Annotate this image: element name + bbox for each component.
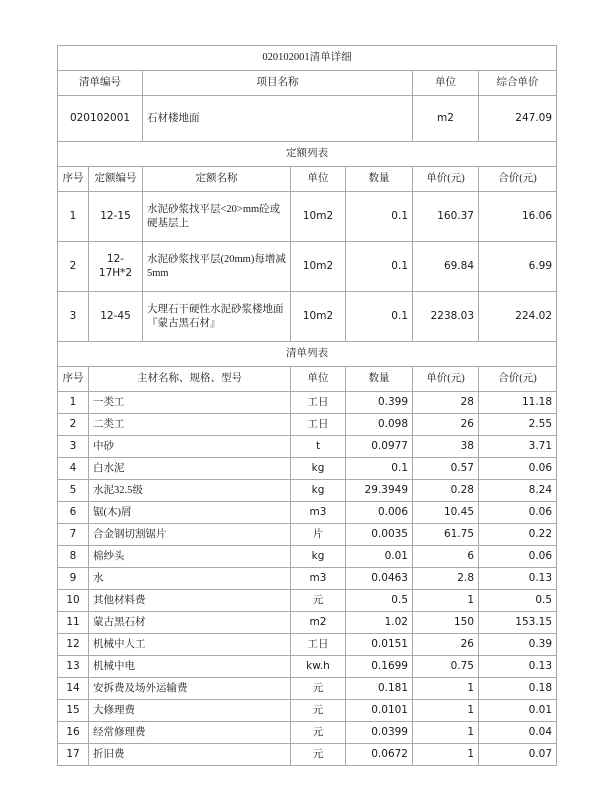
material-row — [58, 656, 557, 678]
quota-row — [58, 242, 557, 292]
material-row — [58, 744, 557, 766]
summary-price: 247.09 — [479, 96, 557, 142]
material-row — [58, 480, 557, 502]
material-qty: 0.006 — [346, 502, 413, 524]
quota-name: 大理石干硬性水泥砂浆楼地面 『蒙古黑石材』 — [143, 292, 291, 342]
quota-code: 12-45 — [89, 292, 143, 342]
quota-header-qty: 数量 — [346, 167, 413, 192]
quota-header-no: 序号 — [58, 167, 89, 192]
material-price: 1 — [413, 590, 479, 612]
document-title-row — [58, 46, 557, 71]
material-no: 9 — [58, 568, 89, 590]
material-name: 安拆费及场外运输费 — [89, 678, 291, 700]
material-row — [58, 502, 557, 524]
material-unit: kg — [291, 546, 346, 568]
material-unit: m3 — [291, 502, 346, 524]
material-total: 0.06 — [479, 458, 557, 480]
table-body — [58, 46, 557, 766]
material-qty: 0.399 — [346, 392, 413, 414]
quota-header-row — [58, 167, 557, 192]
quota-no: 2 — [58, 242, 89, 292]
quota-total: 6.99 — [479, 242, 557, 292]
material-row — [58, 678, 557, 700]
material-name: 水 — [89, 568, 291, 590]
material-qty: 0.5 — [346, 590, 413, 612]
material-unit: kg — [291, 458, 346, 480]
material-name: 经常修理费 — [89, 722, 291, 744]
quota-section-title: 定额列表 — [58, 142, 557, 167]
material-qty: 0.181 — [346, 678, 413, 700]
material-row — [58, 458, 557, 480]
material-qty: 0.0672 — [346, 744, 413, 766]
material-total: 0.06 — [479, 502, 557, 524]
material-row — [58, 392, 557, 414]
quota-code: 12-17H*2 — [89, 242, 143, 292]
material-price: 26 — [413, 634, 479, 656]
material-price: 1 — [413, 678, 479, 700]
material-qty: 0.0399 — [346, 722, 413, 744]
quota-name: 水泥砂浆找平层(20mm)每增减5mm — [143, 242, 291, 292]
material-qty: 0.0977 — [346, 436, 413, 458]
material-total: 0.13 — [479, 656, 557, 678]
material-qty: 0.01 — [346, 546, 413, 568]
material-no: 15 — [58, 700, 89, 722]
page-title: 020102001清单详细 — [58, 46, 557, 71]
material-price: 26 — [413, 414, 479, 436]
quota-header-price: 单价(元) — [413, 167, 479, 192]
material-price: 0.75 — [413, 656, 479, 678]
material-row — [58, 436, 557, 458]
material-qty: 1.02 — [346, 612, 413, 634]
material-qty: 0.1 — [346, 458, 413, 480]
quota-no: 3 — [58, 292, 89, 342]
material-unit: t — [291, 436, 346, 458]
quota-price: 160.37 — [413, 192, 479, 242]
material-price: 1 — [413, 722, 479, 744]
quota-total: 224.02 — [479, 292, 557, 342]
material-no: 16 — [58, 722, 89, 744]
materials-header-row — [58, 367, 557, 392]
material-unit: 元 — [291, 722, 346, 744]
material-no: 13 — [58, 656, 89, 678]
quota-price: 69.84 — [413, 242, 479, 292]
material-no: 6 — [58, 502, 89, 524]
quota-total: 16.06 — [479, 192, 557, 242]
material-name: 蒙古黑石材 — [89, 612, 291, 634]
materials-section-title-row — [58, 342, 557, 367]
material-unit: m2 — [291, 612, 346, 634]
material-no: 11 — [58, 612, 89, 634]
material-total: 0.04 — [479, 722, 557, 744]
summary-header-unit: 单位 — [413, 71, 479, 96]
material-unit: kw.h — [291, 656, 346, 678]
material-name: 机械中电 — [89, 656, 291, 678]
material-row — [58, 414, 557, 436]
material-unit: 元 — [291, 590, 346, 612]
materials-header-price: 单价(元) — [413, 367, 479, 392]
material-total: 3.71 — [479, 436, 557, 458]
quota-header-unit: 单位 — [291, 167, 346, 192]
material-price: 1 — [413, 744, 479, 766]
quota-row — [58, 292, 557, 342]
material-no: 4 — [58, 458, 89, 480]
quota-header-name: 定额名称 — [143, 167, 291, 192]
material-total: 8.24 — [479, 480, 557, 502]
material-unit: kg — [291, 480, 346, 502]
quota-unit: 10m2 — [291, 292, 346, 342]
material-name: 水泥32.5级 — [89, 480, 291, 502]
material-no: 12 — [58, 634, 89, 656]
material-row — [58, 612, 557, 634]
materials-section-title: 清单列表 — [58, 342, 557, 367]
material-price: 1 — [413, 700, 479, 722]
quota-row — [58, 192, 557, 242]
material-price: 0.57 — [413, 458, 479, 480]
materials-header-unit: 单位 — [291, 367, 346, 392]
material-no: 17 — [58, 744, 89, 766]
material-name: 大修理费 — [89, 700, 291, 722]
material-total: 153.15 — [479, 612, 557, 634]
materials-header-qty: 数量 — [346, 367, 413, 392]
summary-data-row — [58, 96, 557, 142]
material-price: 0.28 — [413, 480, 479, 502]
material-qty: 29.3949 — [346, 480, 413, 502]
quota-unit: 10m2 — [291, 192, 346, 242]
material-name: 其他材料费 — [89, 590, 291, 612]
summary-header-code: 清单编号 — [58, 71, 143, 96]
material-unit: 元 — [291, 678, 346, 700]
material-price: 38 — [413, 436, 479, 458]
material-total: 0.39 — [479, 634, 557, 656]
material-name: 折旧费 — [89, 744, 291, 766]
material-qty: 0.0463 — [346, 568, 413, 590]
summary-header-row — [58, 71, 557, 96]
quota-section-title-row — [58, 142, 557, 167]
material-no: 14 — [58, 678, 89, 700]
material-price: 28 — [413, 392, 479, 414]
material-total: 0.22 — [479, 524, 557, 546]
quota-price: 2238.03 — [413, 292, 479, 342]
material-total: 11.18 — [479, 392, 557, 414]
material-name: 锯(木)屑 — [89, 502, 291, 524]
quota-name: 水泥砂浆找平层<20>mm砼或硬基层上 — [143, 192, 291, 242]
material-total: 0.07 — [479, 744, 557, 766]
material-qty: 0.0151 — [346, 634, 413, 656]
material-total: 0.5 — [479, 590, 557, 612]
material-name: 中砂 — [89, 436, 291, 458]
material-row — [58, 590, 557, 612]
material-price: 61.75 — [413, 524, 479, 546]
quota-detail-table — [57, 45, 557, 766]
summary-header-name: 项目名称 — [143, 71, 413, 96]
material-no: 10 — [58, 590, 89, 612]
material-row — [58, 722, 557, 744]
material-row — [58, 524, 557, 546]
material-qty: 0.098 — [346, 414, 413, 436]
quota-qty: 0.1 — [346, 292, 413, 342]
material-no: 1 — [58, 392, 89, 414]
quota-qty: 0.1 — [346, 242, 413, 292]
material-name: 机械中人工 — [89, 634, 291, 656]
material-price: 6 — [413, 546, 479, 568]
summary-name: 石材楼地面 — [143, 96, 413, 142]
material-unit: m3 — [291, 568, 346, 590]
quota-header-code: 定额编号 — [89, 167, 143, 192]
material-qty: 0.0101 — [346, 700, 413, 722]
material-name: 二类工 — [89, 414, 291, 436]
quota-no: 1 — [58, 192, 89, 242]
material-price: 150 — [413, 612, 479, 634]
material-unit: 工日 — [291, 392, 346, 414]
material-row — [58, 568, 557, 590]
material-unit: 工日 — [291, 634, 346, 656]
material-unit: 工日 — [291, 414, 346, 436]
material-unit: 片 — [291, 524, 346, 546]
material-row — [58, 634, 557, 656]
material-no: 7 — [58, 524, 89, 546]
material-qty: 0.1699 — [346, 656, 413, 678]
material-no: 8 — [58, 546, 89, 568]
material-row — [58, 546, 557, 568]
quota-unit: 10m2 — [291, 242, 346, 292]
summary-unit: m2 — [413, 96, 479, 142]
material-row — [58, 700, 557, 722]
materials-header-name: 主材名称、规格、型号 — [89, 367, 291, 392]
material-total: 0.01 — [479, 700, 557, 722]
material-name: 一类工 — [89, 392, 291, 414]
summary-code: 020102001 — [58, 96, 143, 142]
material-total: 0.06 — [479, 546, 557, 568]
material-no: 2 — [58, 414, 89, 436]
material-no: 5 — [58, 480, 89, 502]
material-qty: 0.0035 — [346, 524, 413, 546]
summary-header-price: 综合单价 — [479, 71, 557, 96]
material-no: 3 — [58, 436, 89, 458]
material-name: 合金钢切割锯片 — [89, 524, 291, 546]
materials-header-total: 合价(元) — [479, 367, 557, 392]
material-unit: 元 — [291, 744, 346, 766]
material-total: 2.55 — [479, 414, 557, 436]
material-name: 白水泥 — [89, 458, 291, 480]
material-total: 0.13 — [479, 568, 557, 590]
quota-code: 12-15 — [89, 192, 143, 242]
material-price: 10.45 — [413, 502, 479, 524]
material-price: 2.8 — [413, 568, 479, 590]
quota-qty: 0.1 — [346, 192, 413, 242]
materials-header-no: 序号 — [58, 367, 89, 392]
material-total: 0.18 — [479, 678, 557, 700]
material-name: 棉纱头 — [89, 546, 291, 568]
quota-header-total: 合价(元) — [479, 167, 557, 192]
material-unit: 元 — [291, 700, 346, 722]
